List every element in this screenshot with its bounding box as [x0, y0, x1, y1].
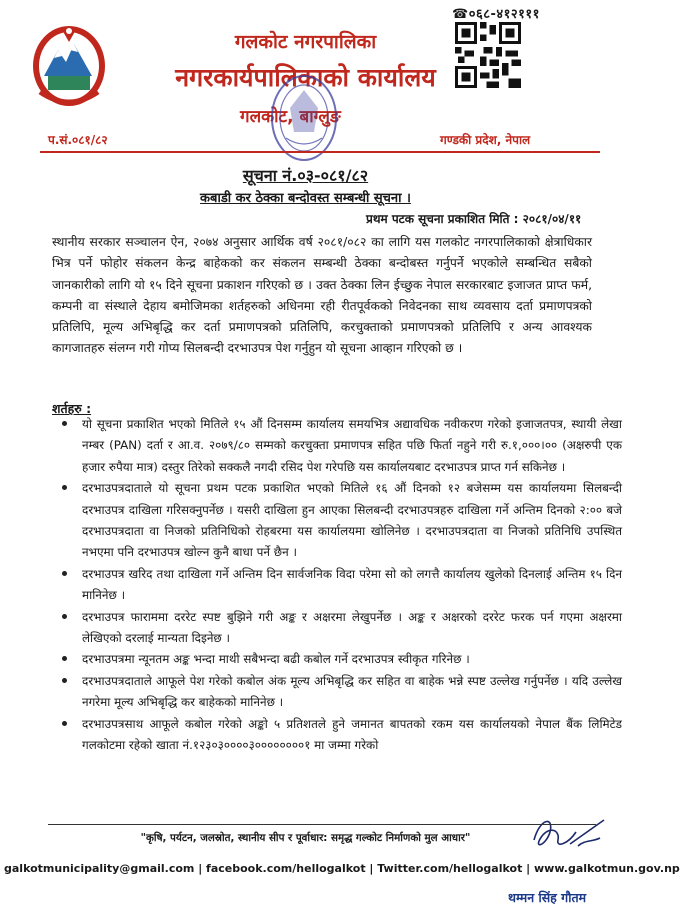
bullet-icon	[62, 721, 67, 726]
province-label: गण्डकी प्रदेश, नेपाल	[440, 133, 531, 147]
notice-subject: कबाडी कर ठेक्का बन्दोवस्त सम्बन्धी सूचना ।	[200, 191, 411, 206]
notice-number: सूचना नं.०३-०८१/८२	[242, 166, 369, 185]
conditions-heading: शर्तहरु :	[52, 401, 92, 416]
reference-number: प.सं.०८१/८२	[48, 133, 108, 147]
signatory-name: थम्मन सिंह गौतम	[508, 890, 587, 905]
condition-item: यो सूचना प्रकाशित भएको मितिले १५ औं दिनसम्म कार्यालय समयभित्र अद्यावधिक नवीकरण गरेको इजाजतपत्र, स्थायी लेखा नम्बर (PAN) दर्ता र आ.व. २०७९/८० सम्मको करचुक्ता प्रमाणपत्र सहित पछि फिर्ता नहुने गरी रु.१,०००।०० (अक्षरुपी एक हजार रुपैया मात्र) दस्तुर तिरेको सक्कलै नगदी रसिद पेश गरेपछि यस कार्यालयबाट दरभाउपत्र प्राप्त गर्न सकिनेछ ।	[82, 414, 622, 478]
bullet-icon	[62, 571, 67, 576]
notice-body: स्थानीय सरकार सञ्चालन ऐन, २०७४ अनुसार आर्थिक वर्ष २०८१/०८२ का लागि यस गलकोट नगरपालिकाको क्षेत्राधिकार भित्र पर्ने फोहोर संकलन केन्द्र बाहेकको कर संकलन सम्बन्धी ठेक्का बन्दोबस्त गर्नुपर्ने भएकोले सम्बन्धित सबैको जानकारीको लागि यो १५ दिने सूचना प्रकाशन गरिएको छ । उक्त ठेक्का लिन ईच्छुक नेपाल सरकारबाट इजाजत प्राप्त फर्म, कम्पनी वा संस्थाले देहाय बमोजिमका शर्तहरुको अधिनमा रही रीतपूर्वकको निवेदनका साथ व्यवसाय दर्ता प्रमाणपत्रको प्रतिलिपि, मूल्य अभिबृद्धि कर दर्ता प्रमाणपत्रको प्रतिलिपि, करचुक्ताको प्रमाणपत्रको प्रतिलिपि र अन्य आवश्यक कागजातहरु संलग्न गरी गोप्य सिलबन्दी दरभाउपत्र पेश गर्नुहुन यो सूचना आव्हान गरिएको छ ।	[52, 235, 592, 356]
municipality-name: गलकोट नगरपालिका	[234, 31, 377, 53]
condition-item: दरभाउपत्रसाथ आफूले कबोल गरेको अङ्को ५ प्रतिशतले हुने जमानत बापतको रकम यस कार्यालयको नेपाल बैंक लिमिटेड गलकोटमा रहेको खाता नं.१२३०३००००३००००००००१ मा जम्मा गरेको	[82, 714, 622, 757]
bullet-icon	[62, 421, 67, 426]
bullet-icon	[62, 656, 67, 661]
condition-item: दरभाउपत्रमा न्यूनतम अङ्क भन्दा माथी सबैभन्दा बढी कबोल गर्ने दरभाउपत्र स्वीकृत गरिनेछ ।	[82, 649, 622, 670]
condition-item: दरभाउपत्रदाताले यो सूचना प्रथम पटक प्रकाशित भएको मितिले १६ औं दिनको १२ बजेसम्म यस कार्यालयमा सिलबन्दी दरभाउपत्र दाखिला गरिसक्नुपर्नेछ । यसरी दाखिला हुन आएका सिलबन्दी दरभाउपत्रहरु दाखिला गर्ने अन्तिम दिनको २:०० बजे दरभाउपत्रदाता वा निजको प्रतिनिधिको रोहबरमा यस कार्यालयमा खोलिनेछ । दरभाउपत्रदाता वा निजको प्रतिनिधि उपस्थित नभएमा पनि दरभाउपत्र खोल्न कुनै बाधा पर्ने छैन ।	[82, 478, 622, 564]
bullet-icon	[62, 678, 67, 683]
footer-divider	[48, 824, 596, 825]
office-location: गलकोट, बाग्लुङ	[240, 107, 341, 127]
phone-number: ☎०६८-४१२१११	[452, 7, 540, 22]
bullet-icon	[62, 614, 67, 619]
footer-tagline: "कृषि, पर्यटन, जलस्रोत, स्थानीय सीप र पूर्वाधार: समृद्ध गल्कोट निर्माणको मुल आधार"	[140, 832, 471, 844]
condition-item: दरभाउपत्र खरिद तथा दाखिला गर्ने अन्तिम दिन सार्वजनिक विदा परेमा सो को लगत्तै कार्यालय खुलेको दिनलाई अन्तिम १५ दिन मानिनेछ ।	[82, 564, 622, 607]
header-divider	[40, 151, 600, 153]
publication-date: प्रथम पटक सूचना प्रकाशित मिति : २०८१/०४/११	[366, 212, 582, 226]
office-name: नगरकार्यपालिकाको कार्यालय	[175, 63, 436, 92]
condition-item: दरभाउपत्रदाताले आफूले पेश गरेको कबोल अंक मूल्य अभिबृद्धि कर सहित वा बाहेक भन्ने स्पष्ट उल्लेख गर्नुपर्नेछ । यदि उल्लेख नगरेमा मूल्य अभिबृद्धि कर बाहेकको मानिनेछ ।	[82, 671, 622, 714]
condition-item: दरभाउपत्र फाराममा दररेट स्पष्ट बुझिने गरी अङ्क र अक्षरमा लेखुपर्नेछ । अङ्क र अक्षरको दररेट फरक पर्न गएमा अक्षरमा लेखिएको दरलाई मान्यता दिइनेछ ।	[82, 607, 622, 650]
footer-contact-info: galkotmunicipality@gmail.com | facebook.com/hellogalkot | Twitter.com/hellogalkot | www.galkotmun.gov.np	[4, 862, 680, 875]
bullet-icon	[62, 485, 67, 490]
conditions-list	[52, 414, 622, 757]
